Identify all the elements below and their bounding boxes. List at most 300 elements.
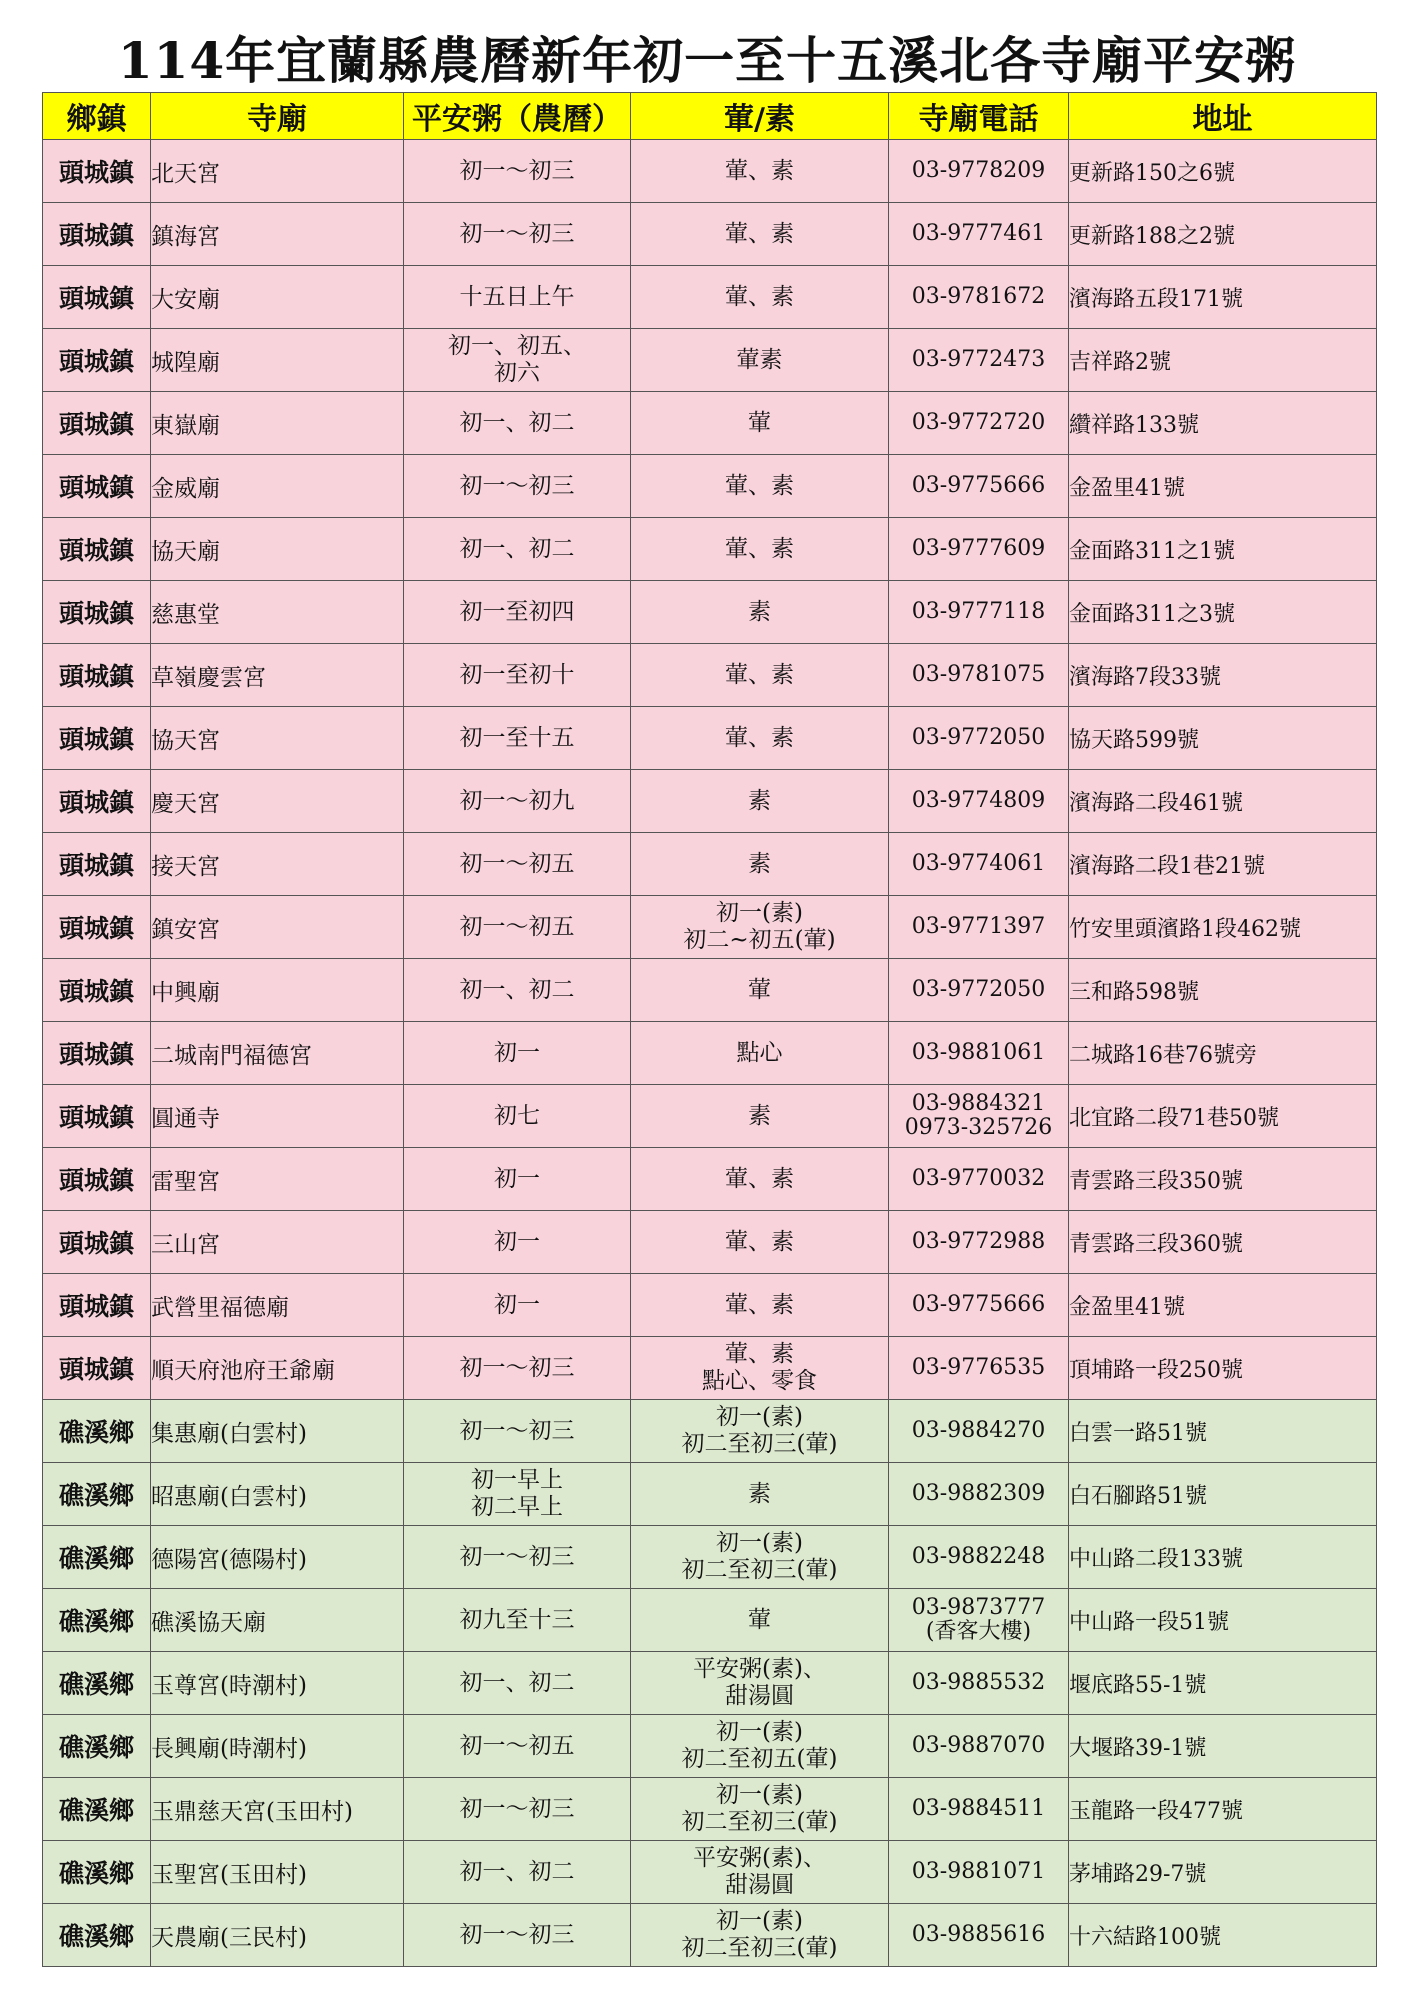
phone-cell [889,329,1069,392]
town-cell: 頭城鎮 [43,896,151,959]
phone-cell-line: 03-9774809 [911,788,1046,813]
date-cell-line: 初一 [494,1228,540,1255]
date-cell-line: 初一～初三 [459,1417,575,1444]
food-cell-line: 素 [748,1102,771,1129]
food-cell [631,1589,889,1652]
town-cell: 頭城鎮 [43,1085,151,1148]
address-cell: 二城路16巷76號旁 [1069,1022,1377,1085]
phone-cell [889,707,1069,770]
date-cell [404,1337,631,1400]
temple-cell: 二城南門福德宮 [151,1022,404,1085]
food-cell [631,455,889,518]
food-cell-line: 葷、素 [725,472,794,499]
phone-cell-line: (香客大樓) [925,1619,1032,1644]
food-cell-line: 初一(素) [716,900,803,926]
address-cell: 協天路599號 [1069,707,1377,770]
food-cell-line: 初二至初三(葷) [681,1557,838,1583]
town-cell: 礁溪鄉 [43,1715,151,1778]
date-cell-line: 初一 [494,1039,540,1066]
date-cell-line: 初一 [494,1165,540,1192]
food-cell [631,1211,889,1274]
date-cell [404,1652,631,1715]
food-cell [631,1904,889,1967]
address-cell: 濱海路7段33號 [1069,644,1377,707]
date-cell [404,1778,631,1841]
town-cell: 頭城鎮 [43,1337,151,1400]
date-cell [404,1148,631,1211]
phone-cell-line: 03-9772720 [911,410,1046,435]
town-cell: 礁溪鄉 [43,1400,151,1463]
table-row [43,1337,1377,1400]
phone-cell [889,1085,1069,1148]
date-cell-line: 初九至十三 [459,1606,575,1633]
food-cell-line: 素 [748,787,771,814]
temple-cell: 大安廟 [151,266,404,329]
date-cell [404,644,631,707]
table-row [43,1778,1377,1841]
phone-cell [889,1337,1069,1400]
table-row [43,329,1377,392]
food-cell-line: 點心 [736,1039,783,1066]
date-cell-line: 初一～初三 [459,220,575,247]
phone-cell-line: 03-9781075 [911,662,1046,687]
temple-cell: 順天府池府王爺廟 [151,1337,404,1400]
temple-cell: 北天宮 [151,140,404,203]
date-cell [404,1841,631,1904]
food-cell-line: 平安粥(素)、 [693,1845,826,1871]
food-cell-line: 葷、素 [725,535,794,562]
date-cell [404,455,631,518]
phone-cell-line: 03-9884270 [911,1418,1046,1443]
food-cell-line: 平安粥(素)、 [693,1656,826,1682]
food-cell [631,1148,889,1211]
phone-cell-line: 03-9775666 [911,1292,1046,1317]
phone-cell-line: 03-9778209 [911,158,1046,183]
date-cell-line: 初一～初三 [459,1543,575,1570]
food-cell-line: 初二至初三(葷) [681,1809,838,1835]
date-cell-line: 初一至初十 [459,661,575,688]
phone-cell [889,266,1069,329]
town-cell: 頭城鎮 [43,581,151,644]
date-cell-line: 初一至初四 [459,598,575,625]
phone-cell-line: 0973-325726 [904,1115,1053,1140]
header-food: 葷/素 [631,93,889,140]
table-row [43,1274,1377,1337]
address-cell: 北宜路二段71巷50號 [1069,1085,1377,1148]
town-cell: 頭城鎮 [43,329,151,392]
date-cell-line: 初一～初五 [459,850,575,877]
date-cell [404,1463,631,1526]
date-cell-line: 初一～初三 [459,1795,575,1822]
food-cell-line: 點心、零食 [702,1368,817,1394]
food-cell-line: 甜湯圓 [725,1683,794,1709]
table-row [43,266,1377,329]
food-cell-line: 葷 [748,976,771,1003]
phone-cell [889,518,1069,581]
phone-cell-line: 03-9776535 [911,1355,1046,1380]
food-cell-line: 素 [748,850,771,877]
food-cell [631,707,889,770]
date-cell [404,581,631,644]
food-cell-line: 葷素 [736,346,783,373]
address-cell: 中山路一段51號 [1069,1589,1377,1652]
food-cell [631,1337,889,1400]
date-cell-line: 初一～初三 [459,472,575,499]
address-cell: 茅埔路29-7號 [1069,1841,1377,1904]
phone-cell-line: 03-9887070 [911,1733,1046,1758]
address-cell: 白雲一路51號 [1069,1400,1377,1463]
table-row [43,518,1377,581]
header-date: 平安粥（農曆） [404,93,631,140]
date-cell [404,140,631,203]
phone-cell-line: 03-9772473 [911,347,1046,372]
food-cell-line: 初二至初三(葷) [681,1935,838,1961]
table-row [43,203,1377,266]
date-cell-line: 初一～初五 [459,1732,575,1759]
phone-cell-line: 03-9774061 [911,851,1046,876]
food-cell [631,329,889,392]
address-cell: 金盈里41號 [1069,455,1377,518]
phone-cell-line: 03-9777609 [911,536,1046,561]
address-cell: 白石腳路51號 [1069,1463,1377,1526]
table-header-row [43,93,1377,140]
food-cell-line: 初一(素) [716,1782,803,1808]
phone-cell [889,140,1069,203]
town-cell: 頭城鎮 [43,644,151,707]
temple-cell: 草嶺慶雲宮 [151,644,404,707]
food-cell [631,1085,889,1148]
address-cell: 濱海路二段461號 [1069,770,1377,833]
address-cell: 更新路188之2號 [1069,203,1377,266]
food-cell [631,1841,889,1904]
date-cell [404,959,631,1022]
temple-cell: 鎮海宮 [151,203,404,266]
phone-cell-line: 03-9777461 [911,221,1046,246]
food-cell [631,896,889,959]
temple-cell: 東嶽廟 [151,392,404,455]
address-cell: 堰底路55-1號 [1069,1652,1377,1715]
food-cell-line: 初一(素) [716,1404,803,1430]
temple-cell: 三山宮 [151,1211,404,1274]
temple-cell: 武營里福德廟 [151,1274,404,1337]
header-town: 鄉鎮 [43,93,151,140]
food-cell [631,959,889,1022]
page-title: 114年宜蘭縣農曆新年初一至十五溪北各寺廟平安粥 [117,31,1297,90]
date-cell [404,266,631,329]
town-cell: 礁溪鄉 [43,1904,151,1967]
phone-cell-line: 03-9885532 [911,1670,1046,1695]
temple-cell: 玉尊宮(時潮村) [151,1652,404,1715]
temple-cell: 慶天宮 [151,770,404,833]
address-cell: 青雲路三段350號 [1069,1148,1377,1211]
table-row [43,896,1377,959]
food-cell-line: 葷、素 [725,157,794,184]
town-cell: 頭城鎮 [43,959,151,1022]
food-cell [631,140,889,203]
date-cell [404,1526,631,1589]
date-cell [404,1022,631,1085]
address-cell: 金面路311之1號 [1069,518,1377,581]
date-cell [404,1211,631,1274]
phone-cell [889,1652,1069,1715]
food-cell-line: 葷、素 [725,1291,794,1318]
table-row [43,455,1377,518]
date-cell-line: 初一早上 [471,1467,563,1493]
address-cell: 三和路598號 [1069,959,1377,1022]
food-cell [631,1022,889,1085]
phone-cell-line: 03-9772988 [911,1229,1046,1254]
table-row [43,1904,1377,1967]
food-cell-line: 素 [748,1480,771,1507]
town-cell: 頭城鎮 [43,770,151,833]
address-cell: 竹安里頭濱路1段462號 [1069,896,1377,959]
phone-cell [889,455,1069,518]
date-cell [404,518,631,581]
food-cell-line: 葷 [748,409,771,436]
date-cell-line: 初一～初九 [459,787,575,814]
phone-cell-line: 03-9772050 [911,725,1046,750]
header-phone: 寺廟電話 [889,93,1069,140]
town-cell: 礁溪鄉 [43,1652,151,1715]
phone-cell-line: 03-9775666 [911,473,1046,498]
date-cell-line: 初一、初二 [459,535,575,562]
phone-cell-line: 03-9781672 [911,284,1046,309]
food-cell [631,266,889,329]
phone-cell [889,1463,1069,1526]
table-row [43,1589,1377,1652]
date-cell [404,1400,631,1463]
address-cell: 吉祥路2號 [1069,329,1377,392]
temple-cell: 圓通寺 [151,1085,404,1148]
temple-cell: 德陽宮(德陽村) [151,1526,404,1589]
phone-cell-line: 03-9771397 [911,914,1046,939]
food-cell [631,518,889,581]
date-cell-line: 初一、初二 [459,976,575,1003]
phone-cell [889,959,1069,1022]
date-cell-line: 初六 [494,360,540,386]
phone-cell-line: 03-9777118 [911,599,1046,624]
temple-cell: 接天宮 [151,833,404,896]
phone-cell [889,644,1069,707]
date-cell [404,833,631,896]
address-cell: 濱海路二段1巷21號 [1069,833,1377,896]
date-cell [404,896,631,959]
temple-cell: 玉鼎慈天宮(玉田村) [151,1778,404,1841]
phone-cell-line: 03-9770032 [911,1166,1046,1191]
food-cell-line: 甜湯圓 [725,1872,794,1898]
temple-cell: 天農廟(三民村) [151,1904,404,1967]
address-cell: 更新路150之6號 [1069,140,1377,203]
town-cell: 礁溪鄉 [43,1841,151,1904]
header-address: 地址 [1069,93,1377,140]
phone-cell [889,1526,1069,1589]
table-row [43,1022,1377,1085]
date-cell-line: 初一～初三 [459,1921,575,1948]
table-body [43,140,1377,1967]
date-cell-line: 初一 [494,1291,540,1318]
food-cell-line: 初二~初五(葷) [683,927,836,953]
table-row [43,1652,1377,1715]
table-row [43,581,1377,644]
address-cell: 十六結路100號 [1069,1904,1377,1967]
date-cell [404,1274,631,1337]
phone-cell [889,896,1069,959]
food-cell [631,1526,889,1589]
phone-cell [889,833,1069,896]
table-row [43,1715,1377,1778]
town-cell: 頭城鎮 [43,1211,151,1274]
food-cell-line: 葷、素 [725,661,794,688]
food-cell [631,203,889,266]
date-cell [404,329,631,392]
food-cell-line: 葷、素 [725,724,794,751]
temple-cell: 協天宮 [151,707,404,770]
food-cell-line: 葷、素 [725,1228,794,1255]
table-row [43,1211,1377,1274]
date-cell-line: 十五日上午 [459,283,575,310]
address-cell: 青雲路三段360號 [1069,1211,1377,1274]
address-cell: 纘祥路133號 [1069,392,1377,455]
date-cell-line: 初一～初三 [459,157,575,184]
food-cell-line: 葷、素 [725,1341,794,1367]
header-temple: 寺廟 [151,93,404,140]
phone-cell-line: 03-9881061 [911,1040,1046,1065]
food-cell [631,1463,889,1526]
food-cell-line: 素 [748,598,771,625]
table-row [43,707,1377,770]
food-cell [631,581,889,644]
food-cell [631,1400,889,1463]
phone-cell [889,1778,1069,1841]
table-row [43,1148,1377,1211]
date-cell-line: 初二早上 [471,1494,563,1520]
temple-cell: 雷聖宮 [151,1148,404,1211]
town-cell: 頭城鎮 [43,392,151,455]
date-cell-line: 初一至十五 [459,724,575,751]
address-cell: 玉龍路一段477號 [1069,1778,1377,1841]
table-row [43,833,1377,896]
town-cell: 頭城鎮 [43,203,151,266]
town-cell: 頭城鎮 [43,455,151,518]
address-cell: 金面路311之3號 [1069,581,1377,644]
phone-cell-line: 03-9882309 [911,1481,1046,1506]
date-cell [404,1589,631,1652]
phone-cell [889,581,1069,644]
food-cell [631,1274,889,1337]
date-cell-line: 初一、初二 [459,409,575,436]
phone-cell-line: 03-9882248 [911,1544,1046,1569]
temple-cell: 中興廟 [151,959,404,1022]
table-row [43,1463,1377,1526]
address-cell: 濱海路五段171號 [1069,266,1377,329]
address-cell: 中山路二段133號 [1069,1526,1377,1589]
temple-cell: 集惠廟(白雲村) [151,1400,404,1463]
phone-cell-line: 03-9884321 [911,1091,1046,1116]
table-row [43,140,1377,203]
food-cell-line: 初一(素) [716,1719,803,1745]
temple-cell: 鎮安宮 [151,896,404,959]
phone-cell-line: 03-9873777 [911,1595,1046,1620]
temple-cell: 金威廟 [151,455,404,518]
temple-cell: 礁溪協天廟 [151,1589,404,1652]
table-row [43,1400,1377,1463]
food-cell [631,644,889,707]
temple-cell: 城隍廟 [151,329,404,392]
phone-cell [889,1022,1069,1085]
table-row [43,1085,1377,1148]
town-cell: 頭城鎮 [43,833,151,896]
town-cell: 礁溪鄉 [43,1463,151,1526]
temple-cell: 慈惠堂 [151,581,404,644]
food-cell [631,833,889,896]
date-cell [404,1715,631,1778]
food-cell-line: 葷、素 [725,220,794,247]
town-cell: 頭城鎮 [43,266,151,329]
food-cell [631,1715,889,1778]
food-cell-line: 葷 [748,1606,771,1633]
food-cell-line: 初二至初三(葷) [681,1431,838,1457]
food-cell [631,392,889,455]
phone-cell [889,1904,1069,1967]
food-cell-line: 初一(素) [716,1908,803,1934]
town-cell: 頭城鎮 [43,707,151,770]
table-row [43,1841,1377,1904]
table-row [43,392,1377,455]
date-cell [404,203,631,266]
town-cell: 頭城鎮 [43,1022,151,1085]
temple-cell: 玉聖宮(玉田村) [151,1841,404,1904]
phone-cell [889,1589,1069,1652]
phone-cell-line: 03-9884511 [911,1796,1046,1821]
date-cell-line: 初七 [494,1102,540,1129]
date-cell [404,1904,631,1967]
phone-cell [889,1715,1069,1778]
food-cell-line: 葷、素 [725,283,794,310]
town-cell: 頭城鎮 [43,1148,151,1211]
table-row [43,959,1377,1022]
phone-cell [889,392,1069,455]
table-row [43,770,1377,833]
phone-cell [889,203,1069,266]
temple-cell: 長興廟(時潮村) [151,1715,404,1778]
temple-cell: 昭惠廟(白雲村) [151,1463,404,1526]
food-cell-line: 初一(素) [716,1530,803,1556]
phone-cell [889,1400,1069,1463]
address-cell: 大堰路39-1號 [1069,1715,1377,1778]
phone-cell [889,1841,1069,1904]
food-cell [631,1778,889,1841]
food-cell-line: 葷、素 [725,1165,794,1192]
date-cell-line: 初一～初五 [459,913,575,940]
town-cell: 頭城鎮 [43,140,151,203]
town-cell: 礁溪鄉 [43,1778,151,1841]
town-cell: 頭城鎮 [43,1274,151,1337]
date-cell [404,707,631,770]
phone-cell-line: 03-9881071 [911,1859,1046,1884]
town-cell: 頭城鎮 [43,518,151,581]
date-cell-line: 初一～初三 [459,1354,575,1381]
phone-cell-line: 03-9772050 [911,977,1046,1002]
table-row [43,644,1377,707]
date-cell [404,1085,631,1148]
date-cell-line: 初一、初二 [459,1858,575,1885]
town-cell: 礁溪鄉 [43,1589,151,1652]
date-cell-line: 初一、初五、 [448,333,586,359]
temple-cell: 協天廟 [151,518,404,581]
phone-cell [889,1274,1069,1337]
address-cell: 金盈里41號 [1069,1274,1377,1337]
food-cell [631,770,889,833]
